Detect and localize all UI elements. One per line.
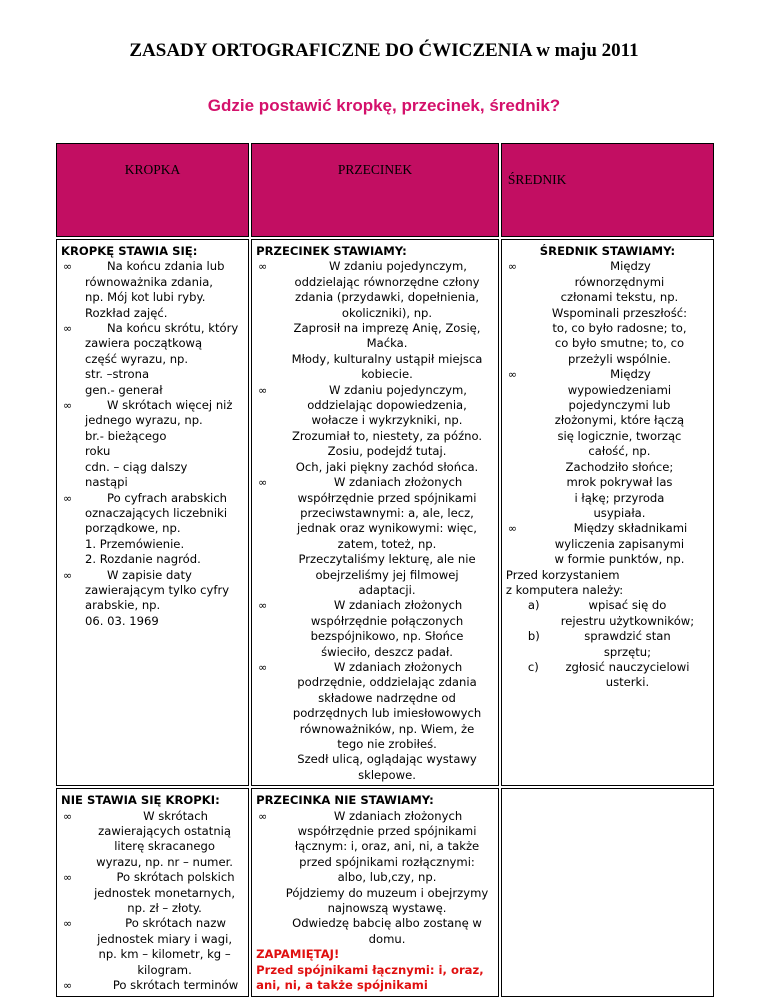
kropka-no-heading: NIE STAWIA SIĘ KROPKI: [61, 793, 220, 808]
alpha-label: b) [527, 629, 540, 644]
kropka-cell [56, 239, 249, 786]
rule-line: przed spójnikami rozłącznymi: [299, 854, 475, 869]
rule-line: równoważnika zdania, [85, 274, 213, 289]
rule-line: gen.- generał [85, 382, 163, 397]
kropka-heading: KROPKĘ STAWIA SIĘ: [61, 244, 198, 258]
rule-item [61, 809, 244, 871]
exceptions-row [56, 788, 714, 996]
przecinek-heading: PRZECINEK STAWIAMY: [256, 244, 407, 258]
rule-line: 1. Przemówienie. [85, 536, 185, 551]
rule-first-line: W zapisie daty [107, 567, 192, 582]
rule-line: Młody, kulturalny ustąpił miejsca [291, 351, 483, 366]
rule-line: to, co było radosne; to, [552, 321, 687, 336]
rule-line: 2. Rozdanie nagród. [85, 552, 201, 567]
rule-item [61, 259, 244, 321]
page-subtitle: Gdzie postawić kropkę, przecinek, średnik? [207, 96, 561, 115]
infinity-bullet-icon: ∞ [63, 322, 73, 336]
rule-line: wołacze i wykrzykniki, np. [311, 413, 463, 428]
rule-item [506, 521, 709, 567]
rule-line: Pójdziemy do muzeum i obejrzymy [285, 885, 489, 900]
rule-item [61, 870, 244, 916]
rule-line: złożonymi, które łączą [554, 413, 685, 428]
rule-first-line: W zdaniach złożonych [333, 475, 463, 490]
rule-line: pojedynczymi lub [568, 398, 671, 413]
rule-first-line: W zdaniach złożonych [333, 598, 463, 613]
header-przecinek: PRZECINEK [251, 143, 499, 237]
rule-line: nastąpi [85, 475, 128, 490]
rule-item [256, 383, 494, 475]
alpha-label: c) [527, 659, 539, 674]
rule-item [256, 809, 494, 948]
rule-first-line: Po skrótach terminów [112, 978, 239, 993]
kropka-no-list [61, 809, 244, 994]
infinity-bullet-icon: ∞ [507, 368, 518, 382]
rule-line: sklepowe. [358, 767, 416, 782]
srednik-alpha-list [506, 598, 709, 690]
rule-line: całość, np. [588, 444, 651, 459]
infinity-bullet-icon: ∞ [258, 809, 268, 823]
rule-line: równoważników, np. Wiem, że [299, 721, 475, 736]
infinity-bullet-icon: ∞ [63, 399, 73, 413]
rule-line: współrzędnie połączonych [310, 613, 464, 628]
alpha-first-line: wpisać się do [588, 598, 667, 613]
infinity-bullet-icon: ∞ [507, 522, 518, 536]
rule-item [61, 491, 244, 568]
rule-line: Zosiu, podejdź tutaj. [327, 444, 447, 459]
rule-line: Rozkład zajęć. [85, 305, 168, 320]
infinity-bullet-icon: ∞ [63, 917, 73, 931]
infinity-bullet-icon: ∞ [63, 979, 73, 993]
rule-first-line: Między [610, 259, 651, 274]
rule-line: podrzędnych lub imiesłowowych [292, 706, 482, 721]
infinity-bullet-icon: ∞ [258, 599, 268, 613]
infinity-bullet-icon: ∞ [258, 660, 268, 674]
rule-line: np. km – kilometr, kg – [98, 947, 231, 962]
rule-line: kilogram. [137, 962, 192, 977]
rule-line: Szedł ulicą, oglądając wystawy [297, 752, 477, 767]
przecinek-cell [251, 239, 499, 786]
infinity-bullet-icon: ∞ [63, 260, 73, 274]
alpha-first-line: zgłosić nauczycielowi [565, 659, 690, 674]
rule-line: arabskie, np. [85, 598, 161, 613]
rule-line: obejrzeliśmy jej filmowej [315, 567, 459, 582]
alpha-item [506, 629, 709, 660]
rule-item [506, 367, 709, 521]
rule-line: jednak oraz wynikowymi: więc, [297, 521, 477, 536]
infinity-bullet-icon: ∞ [258, 260, 268, 274]
srednik-intro-1: Przed korzystaniem [505, 567, 620, 582]
rule-first-line: W zdaniach złożonych [333, 808, 463, 823]
srednik-no-cell [501, 788, 714, 996]
alpha-label: a) [527, 598, 540, 613]
rule-item [256, 259, 494, 382]
rule-line: zawierających ostatnią [98, 824, 231, 839]
rule-line: wyliczenia zapisanymi [554, 536, 685, 551]
rule-line: Wspominali przeszłość: [551, 305, 688, 320]
rule-line: świeciło, deszcz padał. [321, 644, 453, 659]
rule-line: oddzielając dopowiedzenia, [307, 398, 467, 413]
rule-line: br.- bieżącego [85, 428, 167, 443]
infinity-bullet-icon: ∞ [258, 476, 268, 490]
rule-first-line: Na końcu zdania lub [107, 259, 225, 274]
rule-line: wyrazu, np. nr – numer. [96, 854, 233, 869]
infinity-bullet-icon: ∞ [63, 809, 73, 823]
rule-first-line: W zdaniu pojedynczym, [329, 382, 467, 397]
note-line-1: Przed spójnikami łącznymi: i, oraz, [256, 962, 484, 977]
rule-line: oznaczających liczebniki [85, 505, 228, 520]
rule-first-line: W zdaniach złożonych [333, 659, 463, 674]
rule-line: składowe nadrzędne od [318, 690, 456, 705]
rule-line: Och, jaki piękny zachód słońca. [295, 459, 479, 474]
rule-line: np. Mój kot lubi ryby. [85, 290, 206, 305]
rule-line: się logicznie, tworząc [557, 428, 682, 443]
rule-line: cdn. – ciąg dalszy [85, 459, 188, 474]
rule-item [61, 398, 244, 490]
rule-item [61, 321, 244, 398]
rule-line: współrzędnie przed spójnikami [297, 490, 477, 505]
infinity-bullet-icon: ∞ [63, 491, 73, 505]
rules-row [56, 239, 714, 786]
kropka-no-cell [56, 788, 249, 996]
rule-line: wypowiedzeniami [567, 382, 672, 397]
rule-line: Zachodziło słońce; [565, 459, 674, 474]
rule-line: co było smutne; to, co [554, 336, 685, 351]
page-title: ZASADY ORTOGRAFICZNE DO ĆWICZENIA w maju 2011 [129, 40, 639, 61]
rule-line: współrzędnie przed spójnikami [297, 824, 477, 839]
rule-line: jednego wyrazu, np. [85, 413, 203, 428]
rule-line: w formie punktów, np. [554, 552, 685, 567]
rule-item [256, 660, 494, 783]
rule-line: najnowszą wystawę. [327, 901, 447, 916]
rule-line: Odwiedzę babcię albo zostanę w [292, 916, 482, 931]
przecinek-no-cell [251, 788, 499, 996]
rule-first-line: Po cyfrach arabskich [107, 490, 227, 505]
rule-line: roku [85, 444, 111, 459]
rule-first-line: W skrótach więcej niż [107, 398, 233, 413]
note-line-2: ani, ni, a także spójnikami [256, 978, 428, 993]
rules-table [54, 141, 716, 999]
srednik-intro-2: z komputera należy: [505, 582, 624, 597]
rule-line: tego nie zrobiłeś. [337, 737, 437, 751]
header-srednik: ŚREDNIK [501, 143, 714, 237]
przecinek-no-heading: PRZECINKA NIE STAWIAMY: [256, 793, 434, 808]
rule-line: bezspójnikowo, np. Słońce [310, 629, 464, 644]
rule-line: zatem, toteż, np. [337, 536, 437, 551]
rule-line: domu. [368, 931, 406, 946]
przecinek-no-list [256, 809, 494, 948]
rule-first-line: Na końcu skrótu, który [107, 321, 239, 336]
kropka-list [61, 259, 244, 629]
alpha-rest-line: sprzętu; [603, 644, 652, 659]
rule-first-line: W zdaniu pojedynczym, [329, 259, 467, 274]
rule-line: Maćka. [366, 336, 408, 351]
rule-line: okoliczniki), np. [341, 305, 433, 320]
note-heading: ZAPAMIĘTAJ! [256, 947, 340, 962]
rule-first-line: W skrótach [143, 808, 208, 823]
rule-line: usypiała. [593, 505, 646, 520]
rule-line: przeżyli wspólnie. [567, 351, 671, 366]
rule-line: Zaprosił na imprezę Anię, Zosię, [293, 321, 481, 336]
rule-line: Zrozumiał to, niestety, za późno. [291, 428, 483, 443]
rule-line: i łąkę; przyroda [574, 490, 665, 505]
infinity-bullet-icon: ∞ [63, 568, 73, 582]
alpha-first-line: sprawdzić stan [584, 629, 671, 644]
rule-item [61, 978, 244, 993]
infinity-bullet-icon: ∞ [258, 383, 268, 397]
rule-line: porządkowe, np. [85, 521, 181, 536]
rule-item [61, 916, 244, 978]
rule-line: przeciwstawnymi: a, ale, lecz, [300, 505, 474, 520]
rule-line: adaptacji. [358, 582, 416, 597]
rule-first-line: Po skrótach polskich [116, 870, 235, 885]
rule-line: literę skracanego [114, 839, 215, 854]
rule-first-line: Między [610, 367, 651, 382]
przecinek-list [256, 259, 494, 783]
rule-line: jednostek monetarnych, [94, 885, 236, 900]
rule-item [506, 259, 709, 367]
rule-line: zawiera początkową [85, 336, 203, 351]
rule-line: np. zł – złoty. [127, 901, 202, 916]
rule-line: mrok pokrywał las [566, 475, 673, 490]
rule-line: albo, lub,czy, np. [337, 870, 437, 885]
rule-line: zdania (przydawki, dopełnienia, [294, 290, 480, 305]
rule-line: zawierającym tylko cyfry [85, 582, 230, 597]
infinity-bullet-icon: ∞ [507, 260, 518, 274]
rule-line: część wyrazu, np. [85, 351, 189, 366]
rule-first-line: Po skrótach nazw [125, 916, 226, 931]
rule-item [256, 598, 494, 660]
header-kropka: KROPKA [56, 143, 249, 237]
rule-line: podrzędnie, oddzielając zdania [297, 675, 477, 690]
rule-line: oddzielając równorzędne człony [294, 274, 480, 289]
rule-line: str. –strona [85, 367, 150, 382]
rule-line: 06. 03. 1969 [85, 613, 159, 628]
rule-line: łącznym: i, oraz, ani, ni, a także [294, 839, 480, 854]
srednik-cell [501, 239, 714, 786]
srednik-list [506, 259, 709, 567]
alpha-item [506, 598, 709, 629]
alpha-item [506, 660, 709, 691]
rule-item [61, 568, 244, 630]
rule-line: równorzędnymi [574, 274, 665, 289]
rule-line: Przeczytaliśmy lekturę, ale nie [298, 552, 476, 567]
header-row [56, 143, 714, 237]
rule-line: jednostek miary i wagi, [97, 931, 233, 946]
rule-line: kobiecie. [361, 367, 413, 382]
infinity-bullet-icon: ∞ [63, 871, 73, 885]
rule-item [256, 475, 494, 598]
alpha-rest-line: rejestru użytkowników; [560, 613, 695, 628]
rule-line: członami tekstu, np. [560, 290, 679, 305]
srednik-heading: ŚREDNIK STAWIAMY: [539, 244, 676, 258]
alpha-rest-line: usterki. [605, 675, 650, 690]
rule-first-line: Między składnikami [573, 521, 688, 536]
